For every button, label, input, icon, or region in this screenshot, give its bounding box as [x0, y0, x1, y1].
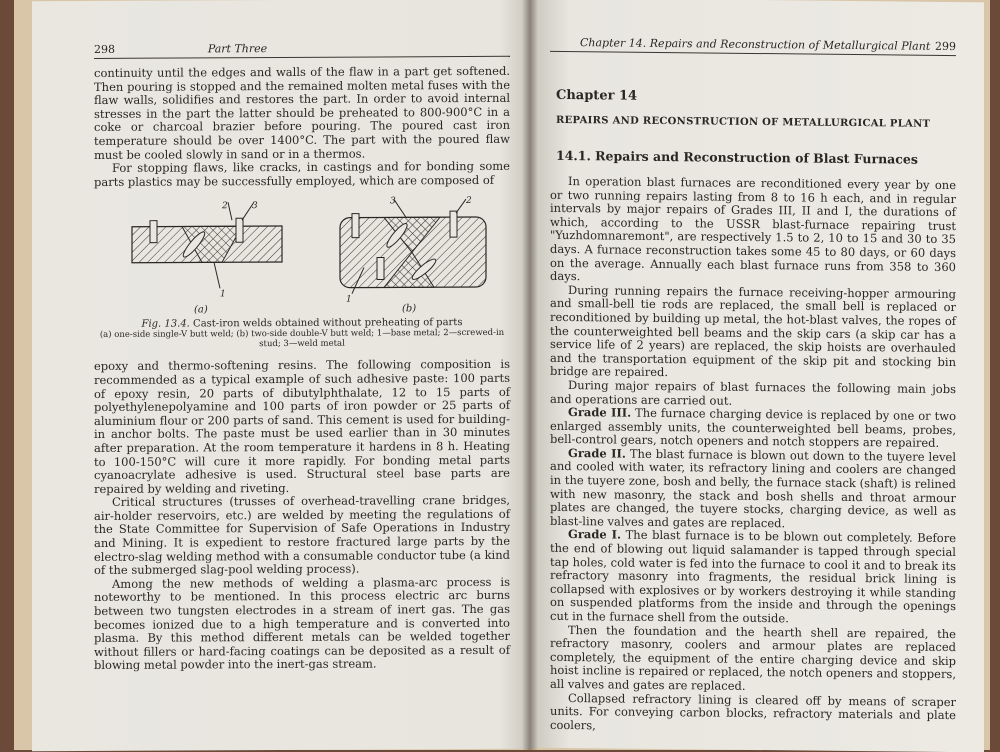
panel-b-diagram: [340, 196, 486, 294]
section-title: 14.1. Repairs and Reconstruction of Blast Furnaces: [556, 147, 918, 167]
weld-diagram: [94, 195, 510, 317]
left-paragraph-2: For stopping flaws, like cracks, in castings and for bonding some parts plastics may be successfully employed, which are composed of: [94, 158, 510, 189]
chapter-title: REPAIRS AND RECONSTRUCTION OF METALLURGICAL PLANT: [556, 114, 931, 130]
running-head-left-title: Part Three: [207, 42, 268, 56]
callout-3-a: 3: [252, 201, 258, 212]
page-number-right: 299: [935, 39, 956, 54]
panel-a-label: (a): [194, 304, 208, 316]
left-paragraph-5: Among the new methods of welding a plasma-arc process is noteworthy to be mentioned. In this process electric arc burns between two tungsten electrodes in a stream of inert gas. The gas becomes ionized due to a high temperature and is converted into plasma. By this method different metals can be welded together without fillers or hard-facing coatings can be deposited as a result of blowing metal powder into the inert-gas stream.: [94, 574, 510, 673]
left-paragraph-4: Critical structures (trusses of overhead-travelling crane bridges, air-holder reservoirs, etc.) are welded by meeting the regulations of the State Committee for Supervision of Safe Operations in Industry and Mining. It is expedient to restore fractured large parts by the electro-slag welding method with a consumable conductor tube (a kind of the submerged slag-pool welding process).: [94, 493, 510, 578]
right-paragraph-5: Collapsed refractory lining is cleared off by means of scraper units. For conveying carbon blocks, refractory materials and plate coolers,: [550, 690, 956, 733]
book-gutter: [522, 0, 538, 750]
grade-2-paragraph: [550, 447, 956, 533]
grade-1-label: Grade I.: [568, 527, 622, 543]
grade-3-label: Grade III.: [568, 405, 632, 420]
right-paragraph-1: In operation blast furnaces are reconditioned every year by one or two running repairs lasting from 8 to 16 h each, and in regular intervals by major repairs of Grades III, II and I, the durations of which, according to the USSR blast-furnace repairing trust "Yuzhdomnaremont", are respectively 1.5 to 2, 10 to 15 and 30 to 35 days. A furnace reconstruction takes some 45 to 80 days, or 60 days on the average. Annually each blast furnace runs from 358 to 360 days.: [550, 174, 956, 284]
right-paragraph-4: Then the foundation and the hearth shell are repaired, the refractory masonry, coolers and armour plates are replaced completely, the equipment of the entire charging device and skip hoist incline is repaired or replaced, the notch openers and stoppers, all valves and gates are replaced.: [550, 622, 956, 693]
figure-caption-number: Fig. 13.4.: [141, 318, 190, 331]
running-head-left: [94, 41, 510, 59]
panel-b-label: (b): [402, 303, 417, 315]
page-number-left: 298: [94, 42, 115, 56]
grade-1-text: The blast furnace is to be blown out completely. Before the end of blowing out liquid salamander is tapped through special tap holes, cold water is fed into the furnace to cool it and to break its refractory masonry into fragments, the residual brick lining is collapsed with explosives or by workers destroying it while standing on suspended platforms from the inside and through the openings cut in the furnace shell from the outside.: [550, 528, 957, 626]
callout-2-a: 2: [222, 201, 228, 212]
running-head-right: [550, 36, 956, 56]
left-paragraph-1: continuity until the edges and walls of the flaw in a part get softened. Then pouring is stopped and the remained molten metal fuses with the flaw walls, solidifies and restores the part. In order to avoid internal stresses in the part the latter should be preheated to 800-900°C in a coke or charcoal brazier before pouring. The poured cast iron temperature should be over 1400°C. The part with the poured flaw must be cooled slowly in sand or in a thermos.: [94, 63, 510, 162]
callout-3-b: 3: [390, 196, 396, 207]
panel-a-diagram: [132, 202, 282, 289]
grade-3-paragraph: [550, 406, 956, 451]
figure-legend: (a) one-side single-V butt weld; (b) two-side double-V butt weld; 1—base metal; 2—screwed-in stud; 3—weld metal: [99, 328, 505, 350]
grade-2-text: The blast furnace is blown out down to the tuyere level and cooled with water, its refractory lining and coolers are changed in the tuyere zone, bosh and belly, the furnace stack (shaft) is relined with new masonry, the stack and bosh shells and throat armour plates are changed, the tuyere stocks, charging device, as well as blast-line valves and gates are replaced.: [550, 446, 956, 531]
grade-2-label: Grade II.: [568, 445, 626, 461]
book-spread: [14, 0, 990, 750]
running-head-right-title: Chapter 14. Repairs and Reconstruction of Metallurgical Plant: [580, 36, 931, 53]
figure-caption-text: Cast-iron welds obtained without preheating of parts: [193, 317, 463, 330]
grade-3-text: The furnace charging device is replaced by one or two enlarged assembly units, the counterweighted bell beams, probes, bell-control gears, notch openers and notch stoppers are repaired.: [550, 405, 956, 451]
callout-1-b: 1: [346, 294, 352, 306]
chapter-label: Chapter 14: [556, 87, 638, 104]
left-paragraph-3: epoxy and thermo-softening resins. The following composition is recommended as a typical example of such adhesive paste: 100 parts of epoxy resin, 20 parts of dibutylphthalate, 12 to 15 parts of polyethylenepolyamine and 100 parts of iron powder or 25 parts of aluminium flour or 200 parts of sand. This cement is used for building-in anchor bolts. The paste must be used earlier than in 30 minutes after preparation. At the room temperature it hardens in 8 h. Heating to 100-150°C will cure it more rapidly. For bonding metal parts cyanoacrylate adhesive is used. Structural steel base parts are repaired by welding and riveting.: [94, 357, 510, 496]
callout-2-b: 2: [466, 196, 472, 207]
grade-1-paragraph: [550, 528, 956, 627]
right-paragraph-3: During major repairs of blast furnaces the following main jobs and operations are carried out.: [550, 377, 956, 408]
left-page: [32, 0, 530, 751]
right-paragraph-2: During running repairs the furnace receiving-hopper armouring and small-bell tie rods are replaced, the small bell is replaced or reconditioned by building up metal, the hot-blast valves, the ropes of the counterweighted bell beams and the skip cars (a skip car has a service life of 2 years) are replaced, the skip hoists are overhauled and the transportation equipment of the skip pit and stocking bin bridge are repaired.: [550, 282, 956, 380]
figure-13-4: [94, 195, 510, 317]
right-page: [530, 0, 984, 752]
callout-1-a: 1: [220, 289, 226, 300]
